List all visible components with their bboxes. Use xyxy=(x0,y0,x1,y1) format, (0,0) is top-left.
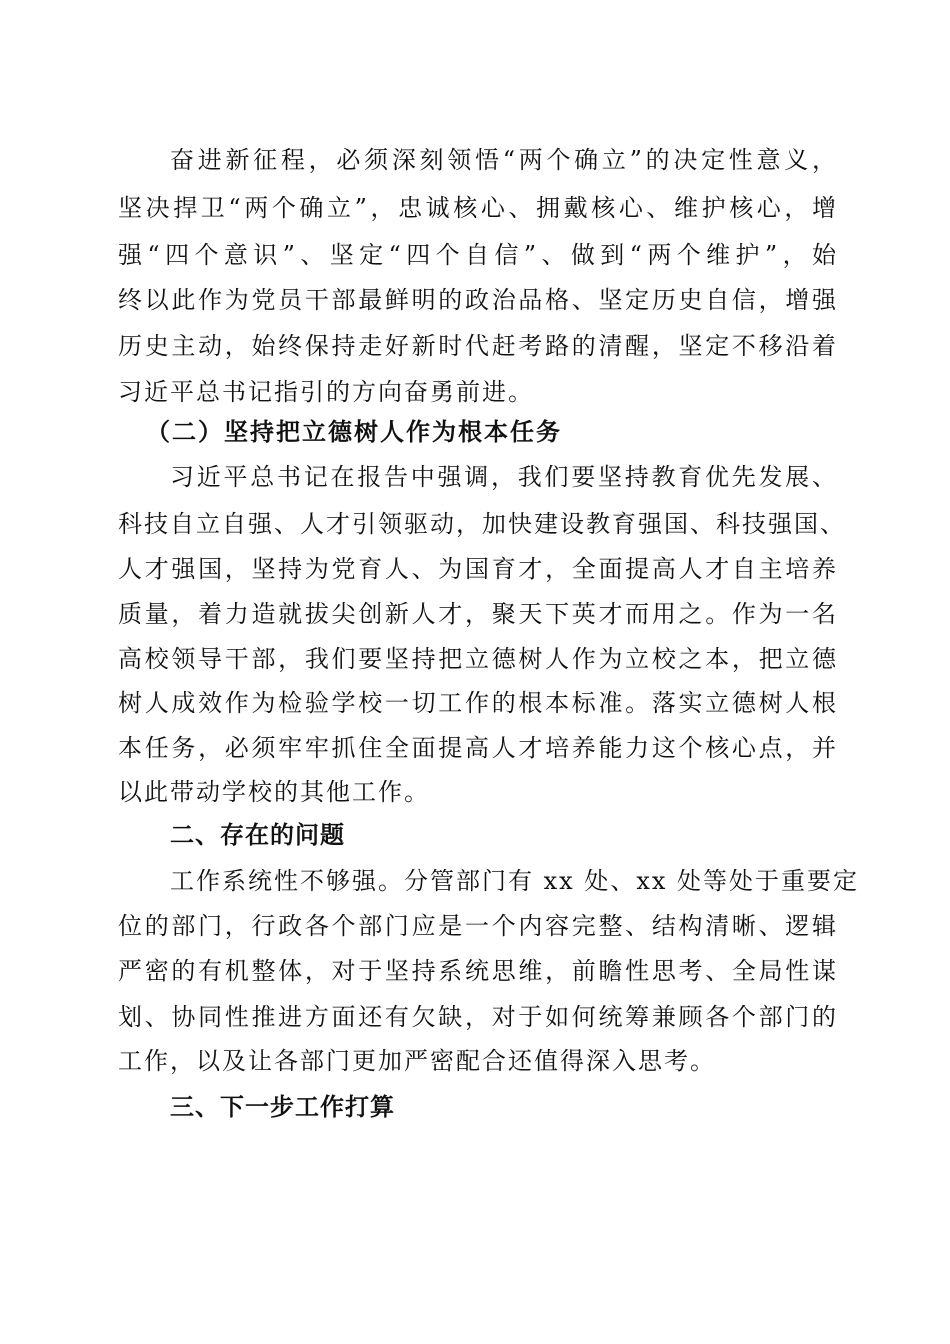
paragraph-3-line-1: 工作系统性不够强。分管部门有 xx 处、xx 处等处于重要定 xyxy=(170,867,860,895)
subheading-two: （二）坚持把立德树人作为根本任务 xyxy=(146,417,562,446)
section-heading-issues: 二、存在的问题 xyxy=(170,821,345,849)
paragraph-2-line-6: 树人成效作为检验学校一切工作的根本标准。落实立德树人根 xyxy=(118,689,838,717)
paragraph-3-line-5: 工作，以及让各部门更加严密配合还值得深入思考。 xyxy=(118,1047,716,1075)
paragraph-1-line-3: 强“四个意识”、坚定“四个自信”、做到“两个维护”，始 xyxy=(118,241,838,269)
paragraph-1-line-5: 历史主动，始终保持走好新时代赶考路的清醒，坚定不移沿着 xyxy=(118,332,838,360)
paragraph-3-line-3: 严密的有机整体，对于坚持系统思维，前瞻性思考、全局性谋 xyxy=(118,957,838,985)
paragraph-1-line-1: 奋进新征程，必须深刻领悟“两个确立”的决定性意义， xyxy=(170,146,838,174)
paragraph-2-line-2: 科技自立自强、人才引领驱动，加快建设教育强国、科技强国、 xyxy=(118,510,846,538)
paragraph-2-line-5: 高校领导干部，我们要坚持把立德树人作为立校之本，把立德 xyxy=(118,645,838,673)
paragraph-2-line-3: 人才强国，坚持为党育人、为国育才，全面提高人才自主培养 xyxy=(118,555,838,583)
paragraph-1-line-2: 坚决捍卫“两个确立”，忠诚核心、拥戴核心、维护核心，增 xyxy=(118,194,838,222)
paragraph-2-line-7: 本任务，必须牢牢抓住全面提高人才培养能力这个核心点，并 xyxy=(118,734,838,762)
paragraph-1-line-6: 习近平总书记指引的方向奋勇前进。 xyxy=(118,378,534,406)
section-heading-next-steps: 三、下一步工作打算 xyxy=(170,1093,395,1121)
paragraph-3-line-4: 划、协同性推进方面还有欠缺，对于如何统筹兼顾各个部门的 xyxy=(118,1003,838,1031)
paragraph-1-line-4: 终以此作为党员干部最鲜明的政治品格、坚定历史自信，增强 xyxy=(118,286,838,314)
paragraph-2-line-4: 质量，着力造就拔尖创新人才，聚天下英才而用之。作为一名 xyxy=(118,600,838,628)
paragraph-2-line-8: 以此带动学校的其他工作。 xyxy=(118,778,430,806)
paragraph-2-line-1: 习近平总书记在报告中强调，我们要坚持教育优先发展、 xyxy=(170,463,838,491)
paragraph-3-line-2: 位的部门，行政各个部门应是一个内容完整、结构清晰、逻辑 xyxy=(118,912,838,940)
